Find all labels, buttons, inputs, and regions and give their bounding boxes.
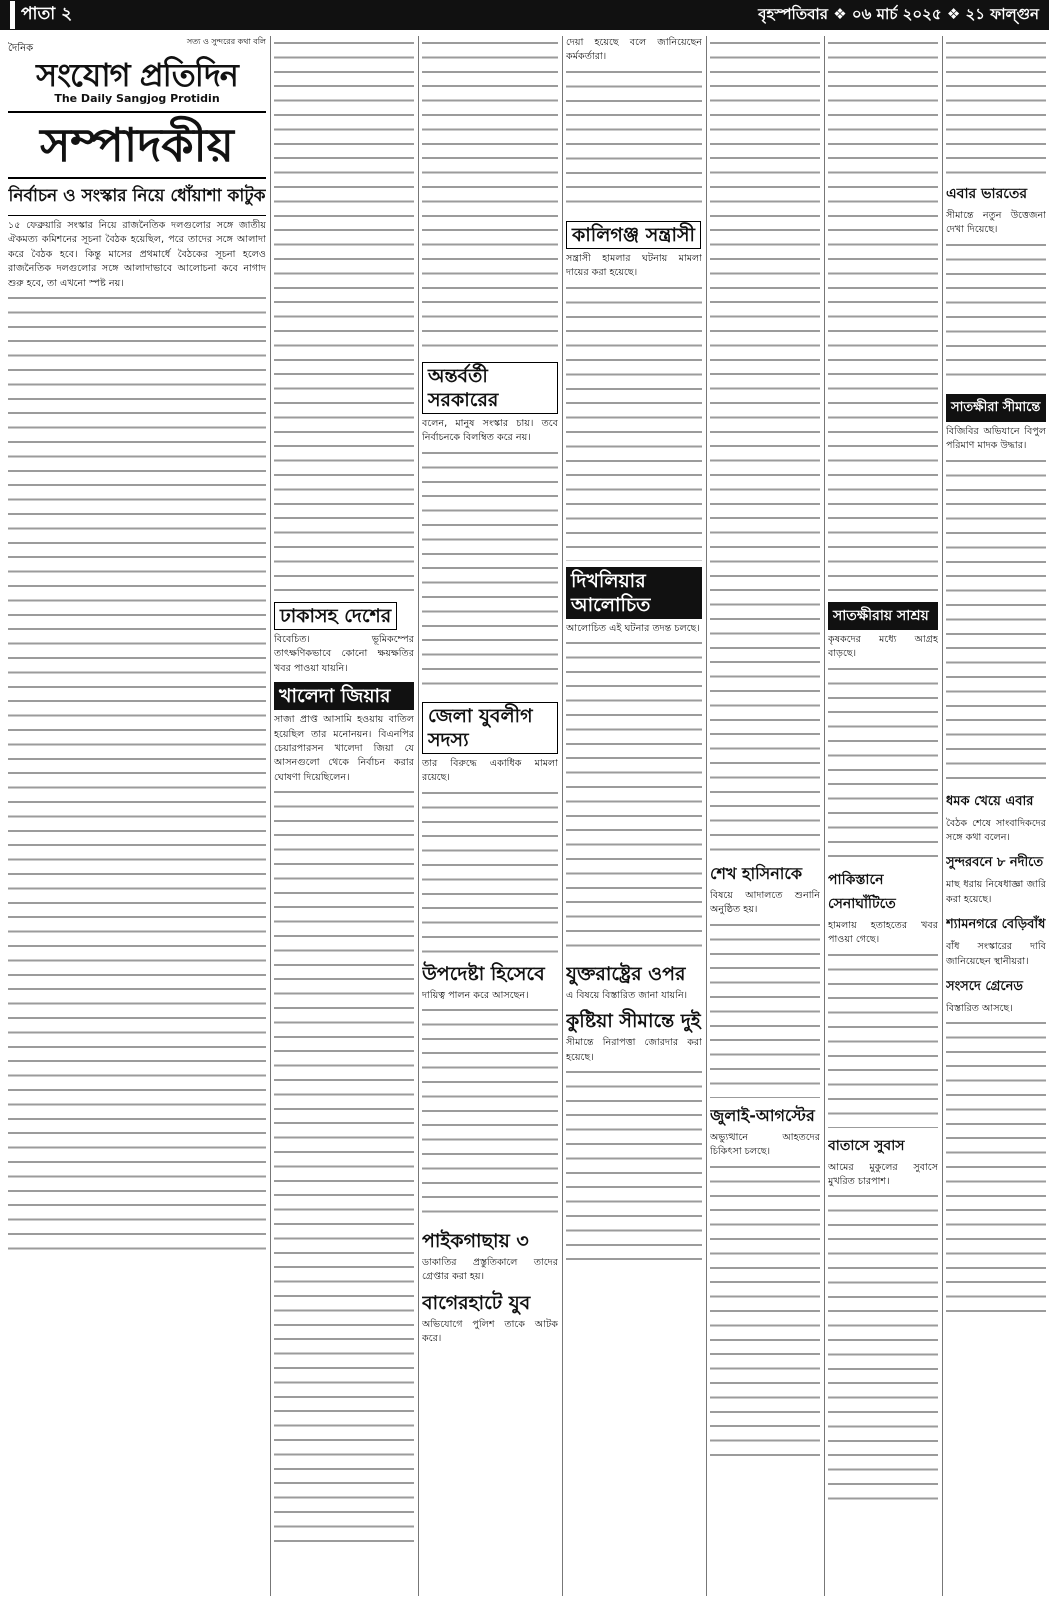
article-text-block: [566, 281, 702, 561]
news-column-5: [710, 36, 820, 1596]
article-pakistan-text: হামলায় হতাহতের খবর পাওয়া গেছে।: [828, 919, 938, 946]
article-text-block: [274, 785, 414, 1545]
headline-paikgachha: পাইকগাছায় ৩: [422, 1230, 529, 1253]
headline-bagerhat: বাগেরহাটে যুব: [422, 1291, 531, 1314]
article-us-text: এ বিষয়ে বিস্তারিত জানা যায়নি।: [566, 990, 688, 1002]
article-july-august-text: অভ্যুত্থানে আহতদের চিকিৎসা চলছে।: [710, 1131, 820, 1158]
masthead: [8, 36, 266, 105]
article-dhamak-text: বৈঠক শেষে সাংবাদিকদের সঙ্গে কথা বলেন।: [946, 817, 1046, 844]
article-text-block: [566, 636, 702, 956]
editorial-section-title: সম্পাদকীয়: [8, 111, 266, 179]
article-sundarbans-text: মাছ ধরায় নিষেধাজ্ঞা জারি করা হয়েছে।: [946, 879, 1046, 905]
article-text-block: [274, 36, 414, 596]
article-text-block: [422, 1003, 558, 1223]
column-divider: [562, 36, 563, 1596]
masthead-tagline: সত্য ও সুন্দরের কথা বলি: [186, 37, 266, 46]
headline-shyamnagar: শ্যামনগরে বেড়িবাঁধ: [946, 917, 1046, 933]
article-text-block: [946, 454, 1046, 784]
article-text-block: [710, 36, 820, 856]
news-column-6: [828, 36, 938, 1596]
article-bagerhat-text: অভিযোগে পুলিশ তাকে আটক করে।: [422, 1318, 558, 1345]
publication-date: বৃহস্পতিবার ❖ ০৬ মার্চ ২০২৫ ❖ ২১ ফাল্গুন: [758, 4, 1039, 23]
headline-july-august: জুলাই-আগস্টের: [710, 1105, 815, 1125]
headline-khaleda: খালেদা জিয়ার: [274, 682, 414, 710]
article-dhaka-text: বিবেচিত। ভূমিকম্পের তাৎক্ষণিকভাবে কোনো ক্ষয়ক্ষতির খবর পাওয়া যায়নি।: [274, 634, 414, 674]
column-divider: [706, 36, 707, 1596]
article-continuation-text: দেয়া হয়েছে বলে জানিয়েছেন কর্মকর্তারা।: [566, 37, 702, 63]
article-text-block: [566, 1065, 702, 1265]
headline-pakistan: পাকিস্তানে সেনাঘাঁটিতে: [828, 871, 896, 912]
article-text-block: [422, 446, 558, 696]
article-text-block: [946, 1016, 1046, 1316]
headline-dikhliya: দিখলিয়ার আলোচিত: [566, 567, 702, 619]
article-text-block: [710, 1160, 820, 1460]
headline-dhaka: ঢাকাসহ দেশের: [274, 602, 397, 630]
headline-adviser: উপদেষ্টা হিসেবে: [422, 962, 545, 985]
headline-sheikh-hasina: শেখ হাসিনাকে: [710, 864, 803, 883]
headline-jubo-league: জেলা যুবলীগ সদস্য: [422, 702, 558, 754]
article-satkhira-saving-text: কৃষকদের মধ্যে আগ্রহ বাড়ছে।: [828, 634, 938, 660]
news-column-7: [946, 36, 1046, 1596]
headline-parliament-grenade: সংসদে গ্রেনেড: [946, 979, 1023, 995]
editorial-body: ১৫ ফেব্রুয়ারি সংস্কার নিয়ে রাজনৈতিক দলগুলোর সঙ্গে জাতীয় ঐকমত্য কমিশনের সূচনা বৈঠক হয়েছিল, পরে তাদের সঙ্গে আলাদা করে বৈঠক হবে। কিন্তু মাসের প্রথমার্ধে বৈঠকের সূচনা হলেও রাজনৈতিক দলগুলোর সঙ্গে আলাদাভাবে আলোচনা কবে নাগাদ শুরু হবে, তা এখনো স্পষ্ট নয়।: [8, 220, 266, 289]
page-header-bar: [0, 0, 1049, 30]
news-column-4: [566, 36, 702, 1596]
article-parliament-grenade-text: বিস্তারিত আসছে।: [946, 1003, 1013, 1015]
article-text-block: [566, 65, 702, 215]
news-column-3: [422, 36, 558, 1596]
article-shyamnagar-text: বাঁধ সংস্কারের দাবি জানিয়েছেন স্থানীয়রা।: [946, 941, 1046, 967]
article-text-block: [828, 36, 938, 596]
article-paikgachha-text: ডাকাতির প্রস্তুতিকালে তাদের গ্রেপ্তার করা হয়।: [422, 1257, 558, 1283]
headline-mango-blossom: বাতাসে সুবাস: [828, 1137, 905, 1154]
article-text-block: [828, 1189, 938, 1509]
article-kaliganj-text: সন্ত্রাসী হামলার ঘটনায় মামলা দায়ের করা হয়েছে।: [566, 252, 702, 279]
column-divider: [270, 36, 271, 1596]
article-sheikh-hasina-text: বিষয়ে আদালতে শুনানি অনুষ্ঠিত হয়।: [710, 890, 820, 916]
masthead-prefix: দৈনিক: [8, 43, 34, 54]
column-divider: [418, 36, 419, 1596]
article-mango-blossom-text: আমের মুকুলের সুবাসে মুখরিত চারপাশ।: [828, 1161, 938, 1188]
article-text-block: [828, 662, 938, 862]
page-number: পাতা ২: [10, 1, 72, 29]
article-adviser-text: দায়িত্ব পালন করে আসছেন।: [422, 989, 529, 1001]
headline-sundarbans: সুন্দরবনে ৮ নদীতে: [946, 855, 1044, 871]
editorial-headline: নির্বাচন ও সংস্কার নিয়ে ধোঁয়াশা কাটুক: [8, 179, 266, 216]
article-text-block: [710, 918, 820, 1098]
headline-us: যুক্তরাষ্ট্রের ওপর: [566, 963, 686, 986]
article-kushtia-text: সীমান্তে নিরাপত্তা জোরদার করা হয়েছে।: [566, 1037, 702, 1063]
column-divider: [942, 36, 943, 1596]
masthead-name: সংযোগ প্রতিদিন: [36, 56, 238, 94]
article-jubo-league-text: তার বিরুদ্ধে একাধিক মামলা রয়েছে।: [422, 757, 558, 784]
headline-dhamak: ধমক খেয়ে এবার: [946, 793, 1034, 809]
article-text-block: [8, 291, 266, 1251]
headline-interim-govt: অন্তর্বর্তী সরকারের: [422, 362, 558, 414]
article-text-block: [946, 36, 1046, 176]
article-text-block: [422, 36, 558, 356]
editorial-column: [8, 36, 266, 1596]
article-text-block: [828, 948, 938, 1128]
article-india-text: সীমান্তে নতুন উত্তেজনা দেখা দিয়েছে।: [946, 210, 1046, 236]
masthead-english: The Daily Sangjog Protidin: [54, 92, 220, 105]
headline-india: এবার ভারতের: [946, 186, 1028, 202]
article-text-block: [946, 238, 1046, 388]
article-interim-govt-text: বলেন, মানুষ সংস্কার চায়। তবে নির্বাচনকে বিলম্বিত করে নয়।: [422, 418, 558, 444]
column-divider: [824, 36, 825, 1596]
article-khaleda-text: সাজা প্রাপ্ত আসামি হওয়ায় বাতিল হয়েছিল তার মনোনয়ন। বিএনপির চেয়ারপারসন খালেদা জিয়া যে আসনগুলো থেকে নির্বাচন করার ঘোষণা দিয়েছিলেন।: [274, 714, 414, 783]
article-dikhliya-text: আলোচিত এই ঘটনার তদন্ত চলছে।: [566, 622, 700, 634]
headline-satkhira-saving: সাতক্ষীরায় সাশ্রয়: [828, 602, 938, 630]
article-satkhira-border-text: বিজিবির অভিযানে বিপুল পরিমাণ মাদক উদ্ধার।: [946, 425, 1046, 452]
headline-kaliganj: কালিগঞ্জ সন্ত্রাসী: [566, 221, 701, 249]
news-column-2: [274, 36, 414, 1596]
headline-kushtia: কুষ্টিয়া সীমান্তে দুই: [566, 1010, 701, 1033]
article-text-block: [422, 786, 558, 956]
headline-satkhira-border: সাতক্ষীরা সীমান্তে: [946, 394, 1046, 422]
